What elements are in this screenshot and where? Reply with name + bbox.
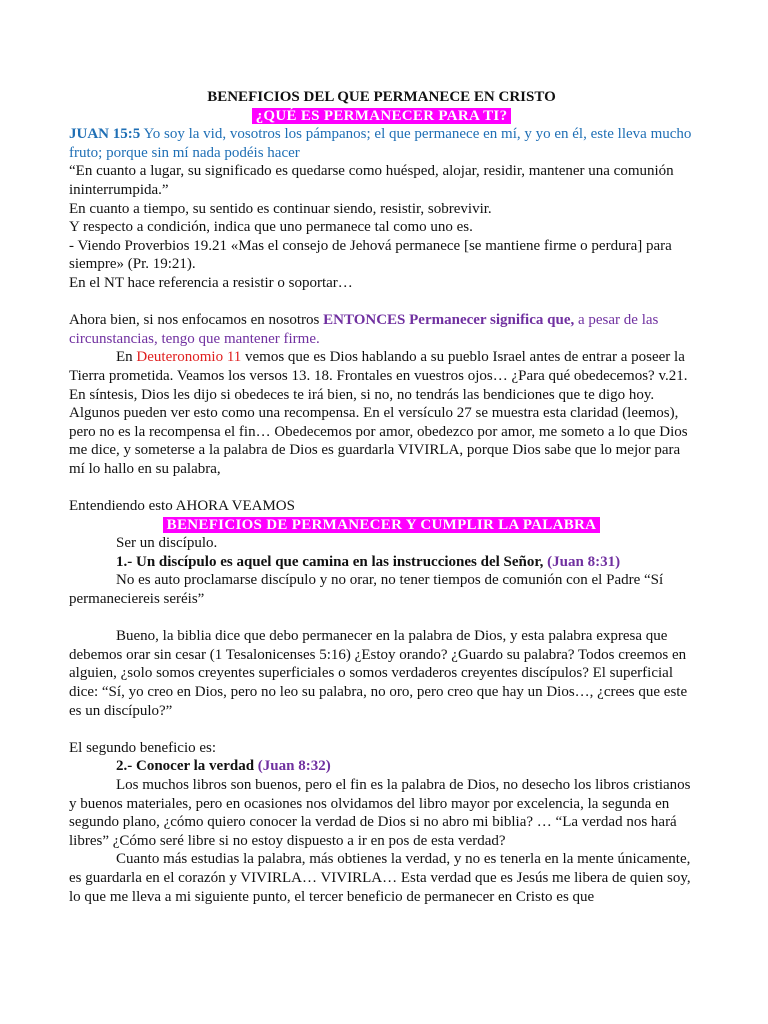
document-body <box>69 88 694 906</box>
second-benefit-intro: El segundo beneficio es: <box>69 739 217 756</box>
subtitle-highlight: ¿QUÉ ES PERMANECER PARA TI? <box>252 108 512 124</box>
document-title: BENEFICIOS DEL QUE PERMANECE EN CRISTO <box>207 89 556 105</box>
verse-reference: JUAN 15:5 <box>69 126 141 143</box>
proverbs-quote: - Viendo Proverbios 19.21 «Mas el consejo de Jehová permanece [se mantiene firme o perdura] para siempre» (Pr. 19:21). <box>69 237 672 273</box>
deut-pre: En <box>116 349 137 366</box>
benefits-heading: BENEFICIOS DE PERMANECER Y CUMPLIR LA PALABRA <box>163 517 601 533</box>
point1-label: 1.- Un discípulo es aquel que camina en las instrucciones del Señor, <box>116 553 544 570</box>
point2-label: 2.- Conocer la verdad <box>116 758 255 775</box>
point1-reference: (Juan 8:31) <box>547 553 621 570</box>
spacer <box>69 293 694 312</box>
disciple-intro: Ser un discípulo. <box>116 535 218 552</box>
spacer <box>69 720 694 739</box>
point2-reference: (Juan 8:32) <box>257 758 331 775</box>
benefits-heading-line <box>69 516 694 535</box>
study-paragraph: Cuanto más estudias la palabra, más obtienes la verdad, y no es tenerla en la mente únicamente, es guardarla en el corazón y VIVIRLA… VIVIRLA… Esta verdad que es Jesús me libera de quien soy, lo que me lleva a mi siguiente punto, el tercer beneficio de permanecer en Cristo es que <box>69 851 691 905</box>
nt-reference: En el NT hace referencia a resistir o soportar… <box>69 274 353 291</box>
focus-paragraph <box>69 311 694 348</box>
understanding-line: Entendiendo esto AHORA VEAMOS <box>69 498 295 515</box>
condition-meaning: Y respecto a condición, indica que uno permanece tal como uno es. <box>69 219 473 236</box>
place-meaning: “En cuanto a lugar, su significado es quedarse como huésped, alojar, residir, mantener una comunión ininterrumpida.” <box>69 163 674 198</box>
deut-reference: Deuteronomio 11 <box>136 349 242 366</box>
point1-text: No es auto proclamarse discípulo y no orar, no tener tiempos de comunión con el Padre “Sí permaneciereis seréis” <box>69 572 664 608</box>
subtitle-line <box>69 107 694 126</box>
books-paragraph: Los muchos libros son buenos, pero el fin es la palabra de Dios, no desecho los libros cristianos y buenos materiales, pero en ocasiones nos olvidamos del libro mayor por excelencia, la segunda en segundo plano, ¿cómo quiero conocer la verdad de Dios si no abro mi biblia? … “La verdad nos hará libres” ¿Cómo seré libre si no estoy dispuesto a ir en pos de esta verdad? <box>69 776 691 849</box>
bible-paragraph: Bueno, la biblia dice que debo permanecer en la palabra de Dios, y esta palabra expresa que debemos orar sin cesar (1 Tesalonicenses 5:16) ¿Estoy orando? ¿Guardo su palabra? Todos creemos en alguien, ¿solo somos creyentes superficiales o somos verdaderos creyentes discípulos? El superficial dice: “Sí, yo creo en Dios, pero no leo su palabra, no oro, pero creo que hay un Dios…, ¿crees que este es un discípulo?” <box>69 628 688 719</box>
focus-rest: a pesar de las circunstancias, tengo que mantener firme. <box>69 312 659 347</box>
verse-paragraph <box>69 125 694 162</box>
point2-heading <box>69 757 694 776</box>
spacer <box>69 478 694 497</box>
time-meaning: En cuanto a tiempo, su sentido es continuar siendo, resistir, sobrevivir. <box>69 200 492 217</box>
deut-text: vemos que es Dios hablando a su pueblo Israel antes de entrar a poseer la Tierra prometida. Veamos los versos 13. 18. Frontales en vuestros ojos… ¿Para qué obedecemos? v.21. En síntesis, Dios les dijo si obedeces te irá bien, si no, no tendrás las bendiciones que te digo hoy. Algunos pueden ver esto como una recompensa. En el versículo 27 se muestra esta claridad (leemos), pero no es la recompensa el fin… Obedecemos por amor, obedezco por amor, me someto a lo que Dios me dice, y someterse a la palabra de Dios es guardarla VIVIRLA, porque Dios sabe que lo mejor para mí lo hallo en su palabra, <box>69 349 688 477</box>
focus-emphasis: ENTONCES Permanecer significa que, <box>323 312 575 329</box>
verse-text: Yo soy la vid, vosotros los pámpanos; el que permanece en mí, y yo en él, este lleva mucho fruto; porque sin mí nada podéis hacer <box>69 126 692 161</box>
focus-start: Ahora bien, si nos enfocamos en nosotros <box>69 312 324 329</box>
point1-heading <box>69 553 694 572</box>
deuteronomy-paragraph <box>69 348 694 478</box>
spacer <box>69 609 694 628</box>
